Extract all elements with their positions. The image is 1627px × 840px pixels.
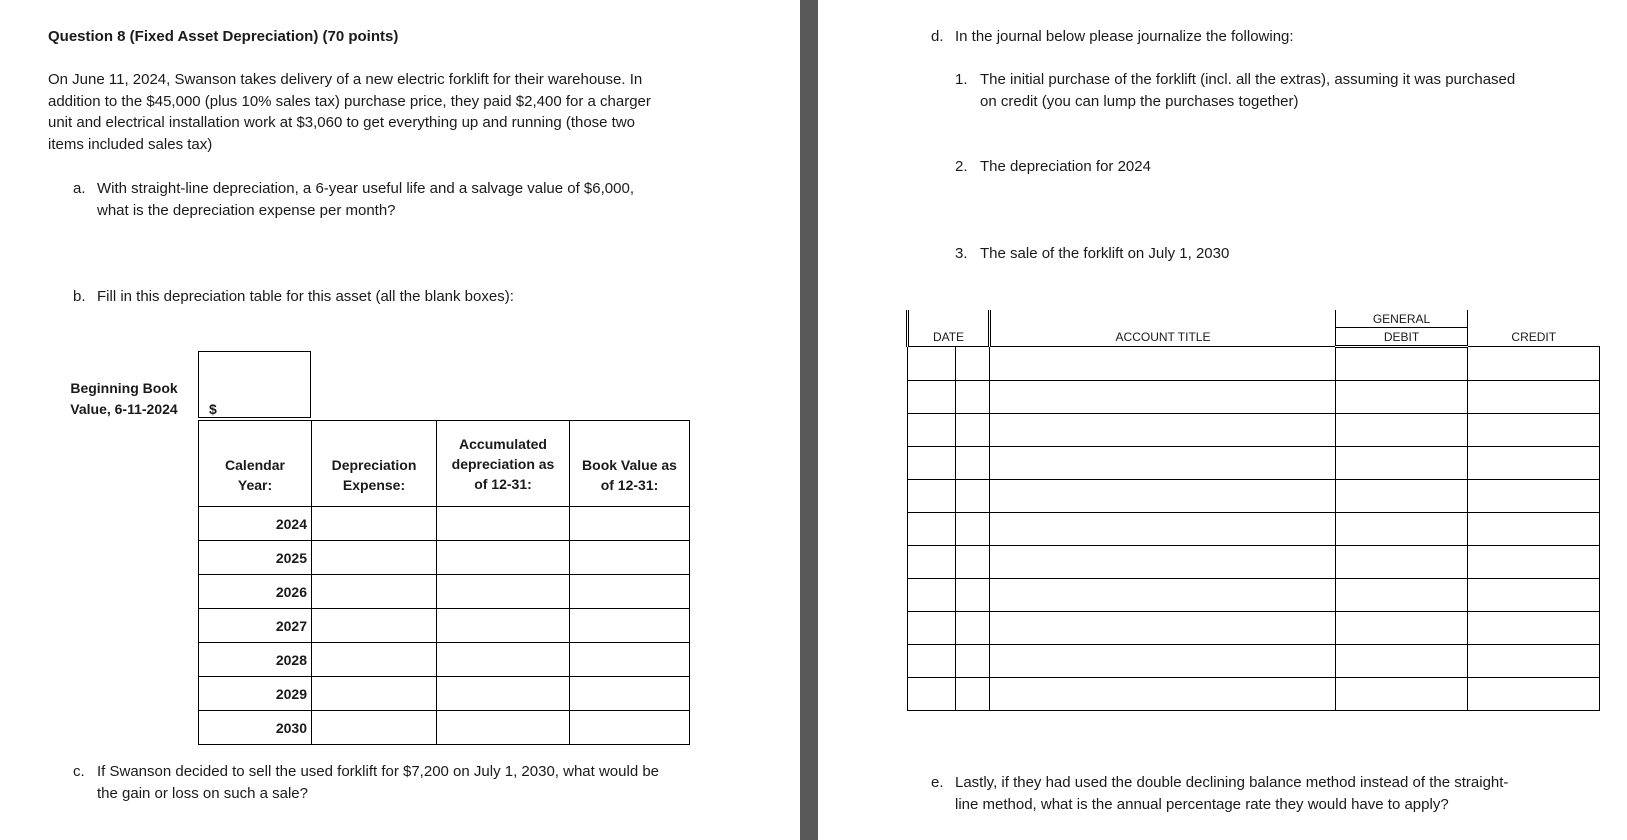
part-e-line: line method, what is the annual percentage rate they would have to apply? [955,796,1449,813]
journal-debit-cell[interactable] [1336,414,1468,447]
intro-line: On June 11, 2024, Swanson takes delivery of a new electric forklift for their warehouse. In [48,71,643,88]
journal-account-cell[interactable] [990,480,1336,513]
journal-account-header [990,310,1336,347]
journal-credit-cell[interactable] [1468,579,1600,612]
beginning-book-value-label [62,378,186,420]
journal-day-cell[interactable] [956,447,990,480]
journal-day-cell[interactable] [956,546,990,579]
journal-credit-cell[interactable] [1468,678,1600,711]
book-value-cell[interactable] [570,677,690,711]
item-number: 1. [955,71,968,88]
journal-day-cell[interactable] [956,612,990,645]
journal-row [908,513,1600,546]
left-page [0,0,800,840]
year-cell: 2024 [199,507,312,541]
part-e-line: Lastly, if they had used the double declining balance method instead of the straight- [955,774,1509,791]
header-calendar-year [199,421,312,507]
table-row [199,507,690,541]
header-book-value [570,421,690,507]
depreciation-table [198,420,690,745]
journal-header-row [908,310,1600,328]
item-line: The sale of the forklift on July 1, 2030 [980,245,1230,262]
journal-day-cell[interactable] [956,678,990,711]
journal-row [908,579,1600,612]
journal-day-cell[interactable] [956,347,990,381]
journal-account-cell[interactable] [990,579,1336,612]
journal-row [908,546,1600,579]
intro-line: addition to the $45,000 (plus 10% sales tax) purchase price, they paid $2,400 for a charger [48,93,651,110]
journal-credit-cell[interactable] [1468,546,1600,579]
book-value-cell[interactable] [570,643,690,677]
journal-account-cell[interactable] [990,612,1336,645]
header-text: Year: [237,476,273,493]
journal-month-cell[interactable] [908,347,956,381]
question-title: Question 8 (Fixed Asset Depreciation) (70 points) [48,28,399,45]
part-a-line: With straight-line depreciation, a 6-year useful life and a salvage value of $6,000, [97,180,634,197]
journal-month-cell[interactable] [908,678,956,711]
accumulated-depreciation-cell[interactable] [437,677,570,711]
journal-month-cell[interactable] [908,645,956,678]
page-divider [800,0,818,840]
date-header-text: DATE [932,330,965,344]
depreciation-expense-cell[interactable] [312,711,437,745]
journal-credit-cell[interactable] [1468,513,1600,546]
book-value-cell[interactable] [570,609,690,643]
journal-debit-cell[interactable] [1336,678,1468,711]
journal-debit-cell[interactable] [1336,546,1468,579]
journal-credit-cell[interactable] [1468,612,1600,645]
journal-account-cell[interactable] [990,347,1336,381]
part-a-marker: a. [73,180,86,197]
journal-month-cell[interactable] [908,414,956,447]
item-line: The depreciation for 2024 [980,158,1151,175]
depreciation-expense-cell[interactable] [312,575,437,609]
accumulated-depreciation-cell[interactable] [437,711,570,745]
header-text: Book Value as [582,456,677,473]
year-cell: 2030 [199,711,312,745]
year-cell: 2025 [199,541,312,575]
part-c-line: the gain or loss on such a sale? [97,785,308,802]
table-row [199,643,690,677]
part-d-marker: d. [931,28,944,45]
table-row [199,677,690,711]
header-text: of 12-31: [474,475,532,492]
journal-general-header [1336,310,1468,328]
journal-date-header [908,310,990,347]
beginning-label-line: Beginning Book [70,380,178,396]
item-line: The initial purchase of the forklift (incl. all the extras), assuming it was purchased [980,71,1516,88]
journal-account-cell[interactable] [990,546,1336,579]
journal-day-cell[interactable] [956,579,990,612]
item-line: on credit (you can lump the purchases together) [980,93,1299,110]
header-text: of 12-31: [600,476,659,493]
journal-debit-cell[interactable] [1336,513,1468,546]
journal-debit-cell[interactable] [1336,381,1468,414]
journal-account-cell[interactable] [990,645,1336,678]
journal-debit-cell[interactable] [1336,612,1468,645]
part-d-line: In the journal below please journalize the following: [955,28,1294,45]
general-journal [906,310,1600,711]
header-text: Accumulated [459,435,547,452]
book-value-cell[interactable] [570,711,690,745]
journal-month-cell[interactable] [908,579,956,612]
header-depreciation-expense [312,421,437,507]
journal-row [908,381,1600,414]
debit-header-text: DEBIT [1383,329,1420,344]
journal-credit-cell[interactable] [1468,480,1600,513]
journal-debit-cell[interactable] [1336,480,1468,513]
part-e-marker: e. [931,774,944,791]
journal-credit-cell[interactable] [1468,414,1600,447]
journal-debit-cell[interactable] [1336,645,1468,678]
journal-credit-header [1468,310,1600,347]
table-row [199,541,690,575]
year-cell: 2029 [199,677,312,711]
journal-day-cell[interactable] [956,381,990,414]
header-text: Depreciation [331,456,417,473]
dollar-sign: $ [209,401,217,417]
year-cell: 2026 [199,575,312,609]
journal-month-cell[interactable] [908,480,956,513]
depreciation-expense-cell[interactable] [312,541,437,575]
table-row [199,609,690,643]
accumulated-depreciation-cell[interactable] [437,575,570,609]
journal-row [908,347,1600,381]
part-c-line: If Swanson decided to sell the used forklift for $7,200 on July 1, 2030, what would be [97,763,660,780]
depreciation-expense-cell[interactable] [312,643,437,677]
journal-month-cell[interactable] [908,546,956,579]
journal-row [908,612,1600,645]
journal-account-cell[interactable] [990,447,1336,480]
general-header-text: GENERAL [1372,311,1431,326]
accumulated-depreciation-cell[interactable] [437,507,570,541]
book-value-cell[interactable] [570,575,690,609]
part-c-marker: c. [73,763,85,780]
journal-credit-cell[interactable] [1468,381,1600,414]
depreciation-expense-cell[interactable] [312,609,437,643]
journal-debit-cell[interactable] [1336,347,1468,381]
header-text: depreciation as [451,455,555,472]
beginning-label-line: Value, 6-11-2024 [70,401,178,417]
journal-row [908,447,1600,480]
table-row [199,575,690,609]
journal-month-cell[interactable] [908,447,956,480]
journal-debit-cell[interactable] [1336,579,1468,612]
journal-row [908,678,1600,711]
journal-day-cell[interactable] [956,513,990,546]
journal-day-cell[interactable] [956,645,990,678]
journal-credit-cell[interactable] [1468,447,1600,480]
intro-line: items included sales tax) [48,136,213,153]
item-number: 2. [955,158,968,175]
header-accumulated-depreciation [437,421,570,507]
item-number: 3. [955,245,968,262]
journal-month-cell[interactable] [908,513,956,546]
part-a-line: what is the depreciation expense per month? [97,202,396,219]
journal-row [908,480,1600,513]
journal-account-cell[interactable] [990,678,1336,711]
table-row [199,711,690,745]
depreciation-expense-cell[interactable] [312,507,437,541]
credit-header-text: CREDIT [1511,330,1557,344]
part-b-marker: b. [73,288,86,305]
depreciation-table-header [199,421,690,507]
journal-day-cell[interactable] [956,480,990,513]
accumulated-depreciation-cell[interactable] [437,643,570,677]
year-cell: 2027 [199,609,312,643]
journal-account-cell[interactable] [990,513,1336,546]
year-cell: 2028 [199,643,312,677]
intro-line: unit and electrical installation work at $3,060 to get everything up and running (those two [48,114,636,131]
journal-account-cell[interactable] [990,381,1336,414]
journal-credit-cell[interactable] [1468,645,1600,678]
beginning-book-value-input[interactable] [198,351,311,418]
header-text: Calendar [225,456,285,473]
book-value-cell[interactable] [570,541,690,575]
part-b-line: Fill in this depreciation table for this asset (all the blank boxes): [97,288,514,305]
accumulated-depreciation-cell[interactable] [437,541,570,575]
journal-credit-cell[interactable] [1468,347,1600,381]
journal-month-cell[interactable] [908,612,956,645]
book-value-cell[interactable] [570,507,690,541]
journal-account-cell[interactable] [990,414,1336,447]
journal-row [908,414,1600,447]
depreciation-expense-cell[interactable] [312,677,437,711]
accumulated-depreciation-cell[interactable] [437,609,570,643]
journal-day-cell[interactable] [956,414,990,447]
account-header-text: ACCOUNT TITLE [1115,330,1211,344]
journal-row [908,645,1600,678]
journal-month-cell[interactable] [908,381,956,414]
journal-debit-cell[interactable] [1336,447,1468,480]
journal-debit-header [1336,328,1468,347]
header-text: Expense: [342,476,406,493]
